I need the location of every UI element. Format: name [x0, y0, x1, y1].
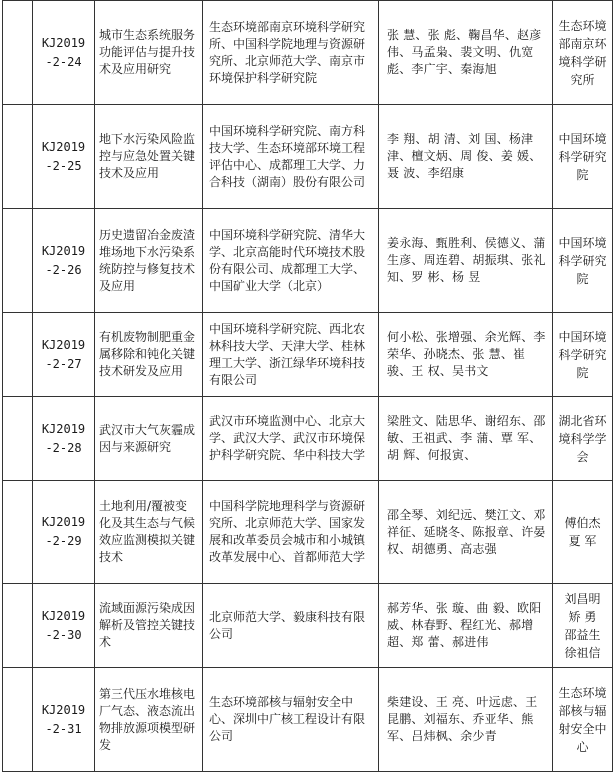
- completing-people: 柴建设、王 亮、叶远虑、王昆鹏、刘福东、乔亚华、熊 军、吕炜枫、余少青: [379, 668, 553, 772]
- nominating-organization: 中国环境科学研究院: [553, 105, 613, 209]
- table-row: [3, 313, 613, 397]
- project-title: 第三代压水堆核电厂气态、液态流出物排放源项模型研发: [95, 668, 203, 772]
- completing-units: 生态环境部核与辐射安全中心、深圳中广核工程设计有限公司: [203, 668, 379, 772]
- project-title: 土地利用/覆被变化及其生态与气候效应监测模拟关键技术: [95, 481, 203, 584]
- completing-units: 中国环境科学研究院、清华大学、北京高能时代环境技术股份有限公司、成都理工大学、中国矿业大学（北京）: [203, 209, 379, 313]
- completing-people: 李 翔、胡 清、刘 国、杨津津、檀文炳、周 俊、姜 媛、聂 波、李绍康: [379, 105, 553, 209]
- table-row: [3, 584, 613, 668]
- completing-units: 生态环境部南京环境科学研究所、中国科学院地理与资源研究所、北京师范大学、南京市环境保护科学研究院: [203, 1, 379, 105]
- prefix-cell: [3, 1, 33, 105]
- project-code: KJ2019 -2-27: [33, 313, 95, 397]
- completing-people: 郝芳华、张 璇、曲 毅、欧阳威、林春野、程红光、郝增超、郑 蕾、郝进伟: [379, 584, 553, 668]
- completing-units: 中国环境科学研究院、西北农林科技大学、天津大学、桂林理工大学、浙江绿华环境科技有限公司: [203, 313, 379, 397]
- completing-people: 何小松、张增强、余光辉、李荣华、孙晓杰、张 慧、崔 骏、王 权、吴书文: [379, 313, 553, 397]
- completing-units: 中国环境科学研究院、南方科技大学、生态环境部环境工程评估中心、成都理工大学、力合科技（湖南）股份有限公司: [203, 105, 379, 209]
- completing-units: 中国科学院地理科学与资源研究所、北京师范大学、国家发展和改革委员会城市和小城镇改革发展中心、首都师范大学: [203, 481, 379, 584]
- table-row: [3, 481, 613, 584]
- prefix-cell: [3, 668, 33, 772]
- nominating-organization: 湖北省环境科学学会: [553, 397, 613, 481]
- prefix-cell: [3, 397, 33, 481]
- project-code: KJ2019 -2-30: [33, 584, 95, 668]
- completing-people: 梁胜文、陆思华、谢绍东、邵 敏、王祖武、李 蒲、覃 军、胡 辉、何报寅、: [379, 397, 553, 481]
- prefix-cell: [3, 313, 33, 397]
- table-row: [3, 668, 613, 772]
- nominating-organization: 生态环境部核与辐射安全中心: [553, 668, 613, 772]
- project-title: 有机废物制肥重金属移除和钝化关键技术研发及应用: [95, 313, 203, 397]
- project-code: KJ2019 -2-29: [33, 481, 95, 584]
- nominating-organization: 生态环境部南京环境科学研究所: [553, 1, 613, 105]
- project-code: KJ2019 -2-26: [33, 209, 95, 313]
- table-row: [3, 1, 613, 105]
- project-code: KJ2019 -2-25: [33, 105, 95, 209]
- completing-people: 姜永海、甄胜利、侯德义、蒲生彦、周连碧、胡振琪、张礼知、罗 彬、杨 昱: [379, 209, 553, 313]
- completing-units: 武汉市环境监测中心、北京大学、武汉大学、武汉市环境保护科学研究院、华中科技大学: [203, 397, 379, 481]
- project-code: KJ2019 -2-31: [33, 668, 95, 772]
- nominating-organization: 中国环境科学研究院: [553, 313, 613, 397]
- award-table: [2, 0, 613, 772]
- project-title: 地下水污染风险监控与应急处置关键技术及应用: [95, 105, 203, 209]
- prefix-cell: [3, 584, 33, 668]
- completing-people: 邵全琴、刘纪远、樊江文、邓祥征、延晓冬、陈报章、许晏权、胡德勇、高志强: [379, 481, 553, 584]
- prefix-cell: [3, 105, 33, 209]
- completing-units: 北京师范大学、毅康科技有限公司: [203, 584, 379, 668]
- table-row: [3, 397, 613, 481]
- nominating-organization: 中国环境科学研究院: [553, 209, 613, 313]
- completing-people: 张 慧、张 彪、鞠昌华、赵彦伟、马孟枭、裴文明、仇宽彪、李广宇、秦海旭: [379, 1, 553, 105]
- project-title: 武汉市大气灰霾成因与来源研究: [95, 397, 203, 481]
- prefix-cell: [3, 209, 33, 313]
- project-code: KJ2019 -2-24: [33, 1, 95, 105]
- prefix-cell: [3, 481, 33, 584]
- table-row: [3, 105, 613, 209]
- table-row: [3, 209, 613, 313]
- project-title: 城市生态系统服务功能评估与提升技术及应用研究: [95, 1, 203, 105]
- nominating-experts: 傅伯杰 夏 军: [553, 481, 613, 584]
- project-title: 流域面源污染成因解析及管控关键技术: [95, 584, 203, 668]
- project-title: 历史遗留冶金废渣堆场地下水污染系统防控与修复技术及应用: [95, 209, 203, 313]
- project-code: KJ2019 -2-28: [33, 397, 95, 481]
- nominating-experts: 刘昌明 矫 勇 邵益生 徐祖信: [553, 584, 613, 668]
